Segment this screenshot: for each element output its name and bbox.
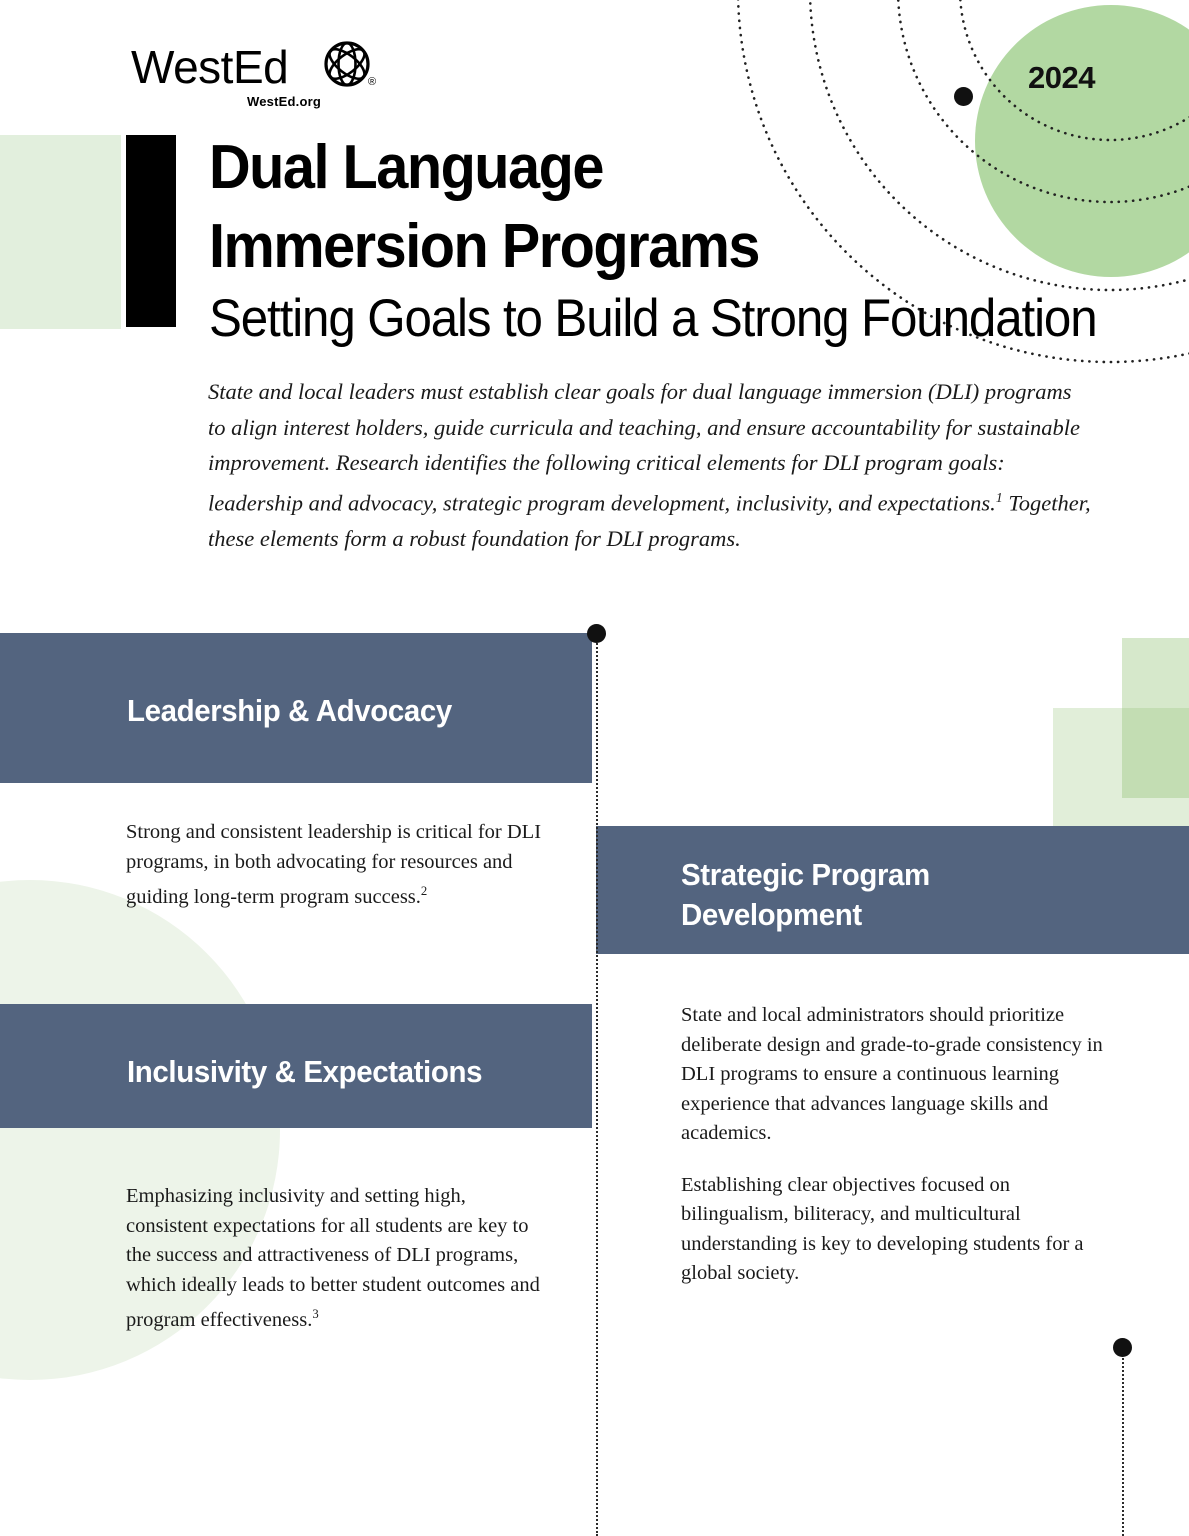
page-title	[209, 128, 1129, 352]
section-body-inclusivity-expectations	[126, 1182, 546, 1335]
green-square-decoration-a	[1122, 638, 1189, 798]
dotted-divider-center	[596, 640, 598, 1536]
section-title-inclusivity-expectations: Inclusivity & Expectations	[127, 1054, 483, 1089]
node-dot-divider-icon	[587, 624, 606, 643]
section-title-line-1: Strategic Program	[681, 857, 930, 892]
paragraph: Establishing clear objectives focused on bilingualism, biliteracy, and multicultural understanding is key to developing students for a global society.	[681, 1173, 1084, 1284]
dotted-divider-right	[1122, 1354, 1124, 1536]
intro-paragraph	[208, 374, 1092, 556]
paragraph: State and local administrators should prioritize deliberate design and grade-to-grade consistency in DLI programs to ensure a continuous learning experience that advances language skills and academics.	[681, 1004, 1103, 1144]
footnote-marker-3: 3	[312, 1307, 319, 1321]
logo-wordmark: WestEd	[131, 41, 289, 93]
section-body-leadership-advocacy	[126, 818, 546, 912]
title-accent-bar	[126, 135, 176, 327]
node-dot-bottom-right-icon	[1113, 1338, 1132, 1357]
registered-mark: ®	[368, 76, 377, 88]
title-line-2: Immersion Programs	[209, 212, 760, 281]
footnote-marker-2: 2	[420, 884, 428, 898]
title-line-1: Dual Language	[209, 133, 603, 202]
wested-logo	[131, 41, 381, 110]
section-title-line-2: Development	[681, 897, 862, 932]
footnote-marker-1: 1	[995, 490, 1003, 506]
section-body-strategic-program-development	[681, 1001, 1106, 1289]
paragraph	[126, 818, 546, 912]
globe-icon	[324, 41, 370, 87]
pale-green-rect-decoration	[0, 135, 121, 329]
paragraph-text: Emphasizing inclusivity and setting high, consistent expectations for all students are key to the success and attractiveness of DLI programs, which ideally leads to better student outcomes and program effectiveness.	[126, 1185, 540, 1331]
paragraph-text: Strong and consistent leadership is critical for DLI programs, in both advocating for resources and guiding long-term program success.	[126, 821, 542, 908]
section-title-strategic-program-development	[681, 855, 1061, 935]
year-badge: 2024	[1028, 60, 1095, 95]
node-dot-top-icon	[954, 87, 973, 106]
intro-text-main: State and local leaders must establish clear goals for dual language immersion (DLI) programs to align interest holders, guide curricula and teaching, and ensure accountability for sustainable improvement. Research identifies the following critical elements for DLI program goals: leadership and advocacy, strategic program development, inclusivity, and expectations.	[208, 379, 1080, 515]
logo-tagline: WestEd.org	[247, 94, 321, 109]
paragraph	[126, 1182, 546, 1335]
page-subtitle: Setting Goals to Build a Strong Foundation	[209, 289, 1097, 348]
section-title-leadership-advocacy: Leadership & Advocacy	[127, 693, 452, 728]
intro-text-tail: Together, these elements form a robust foundation for DLI programs.	[208, 490, 1091, 551]
